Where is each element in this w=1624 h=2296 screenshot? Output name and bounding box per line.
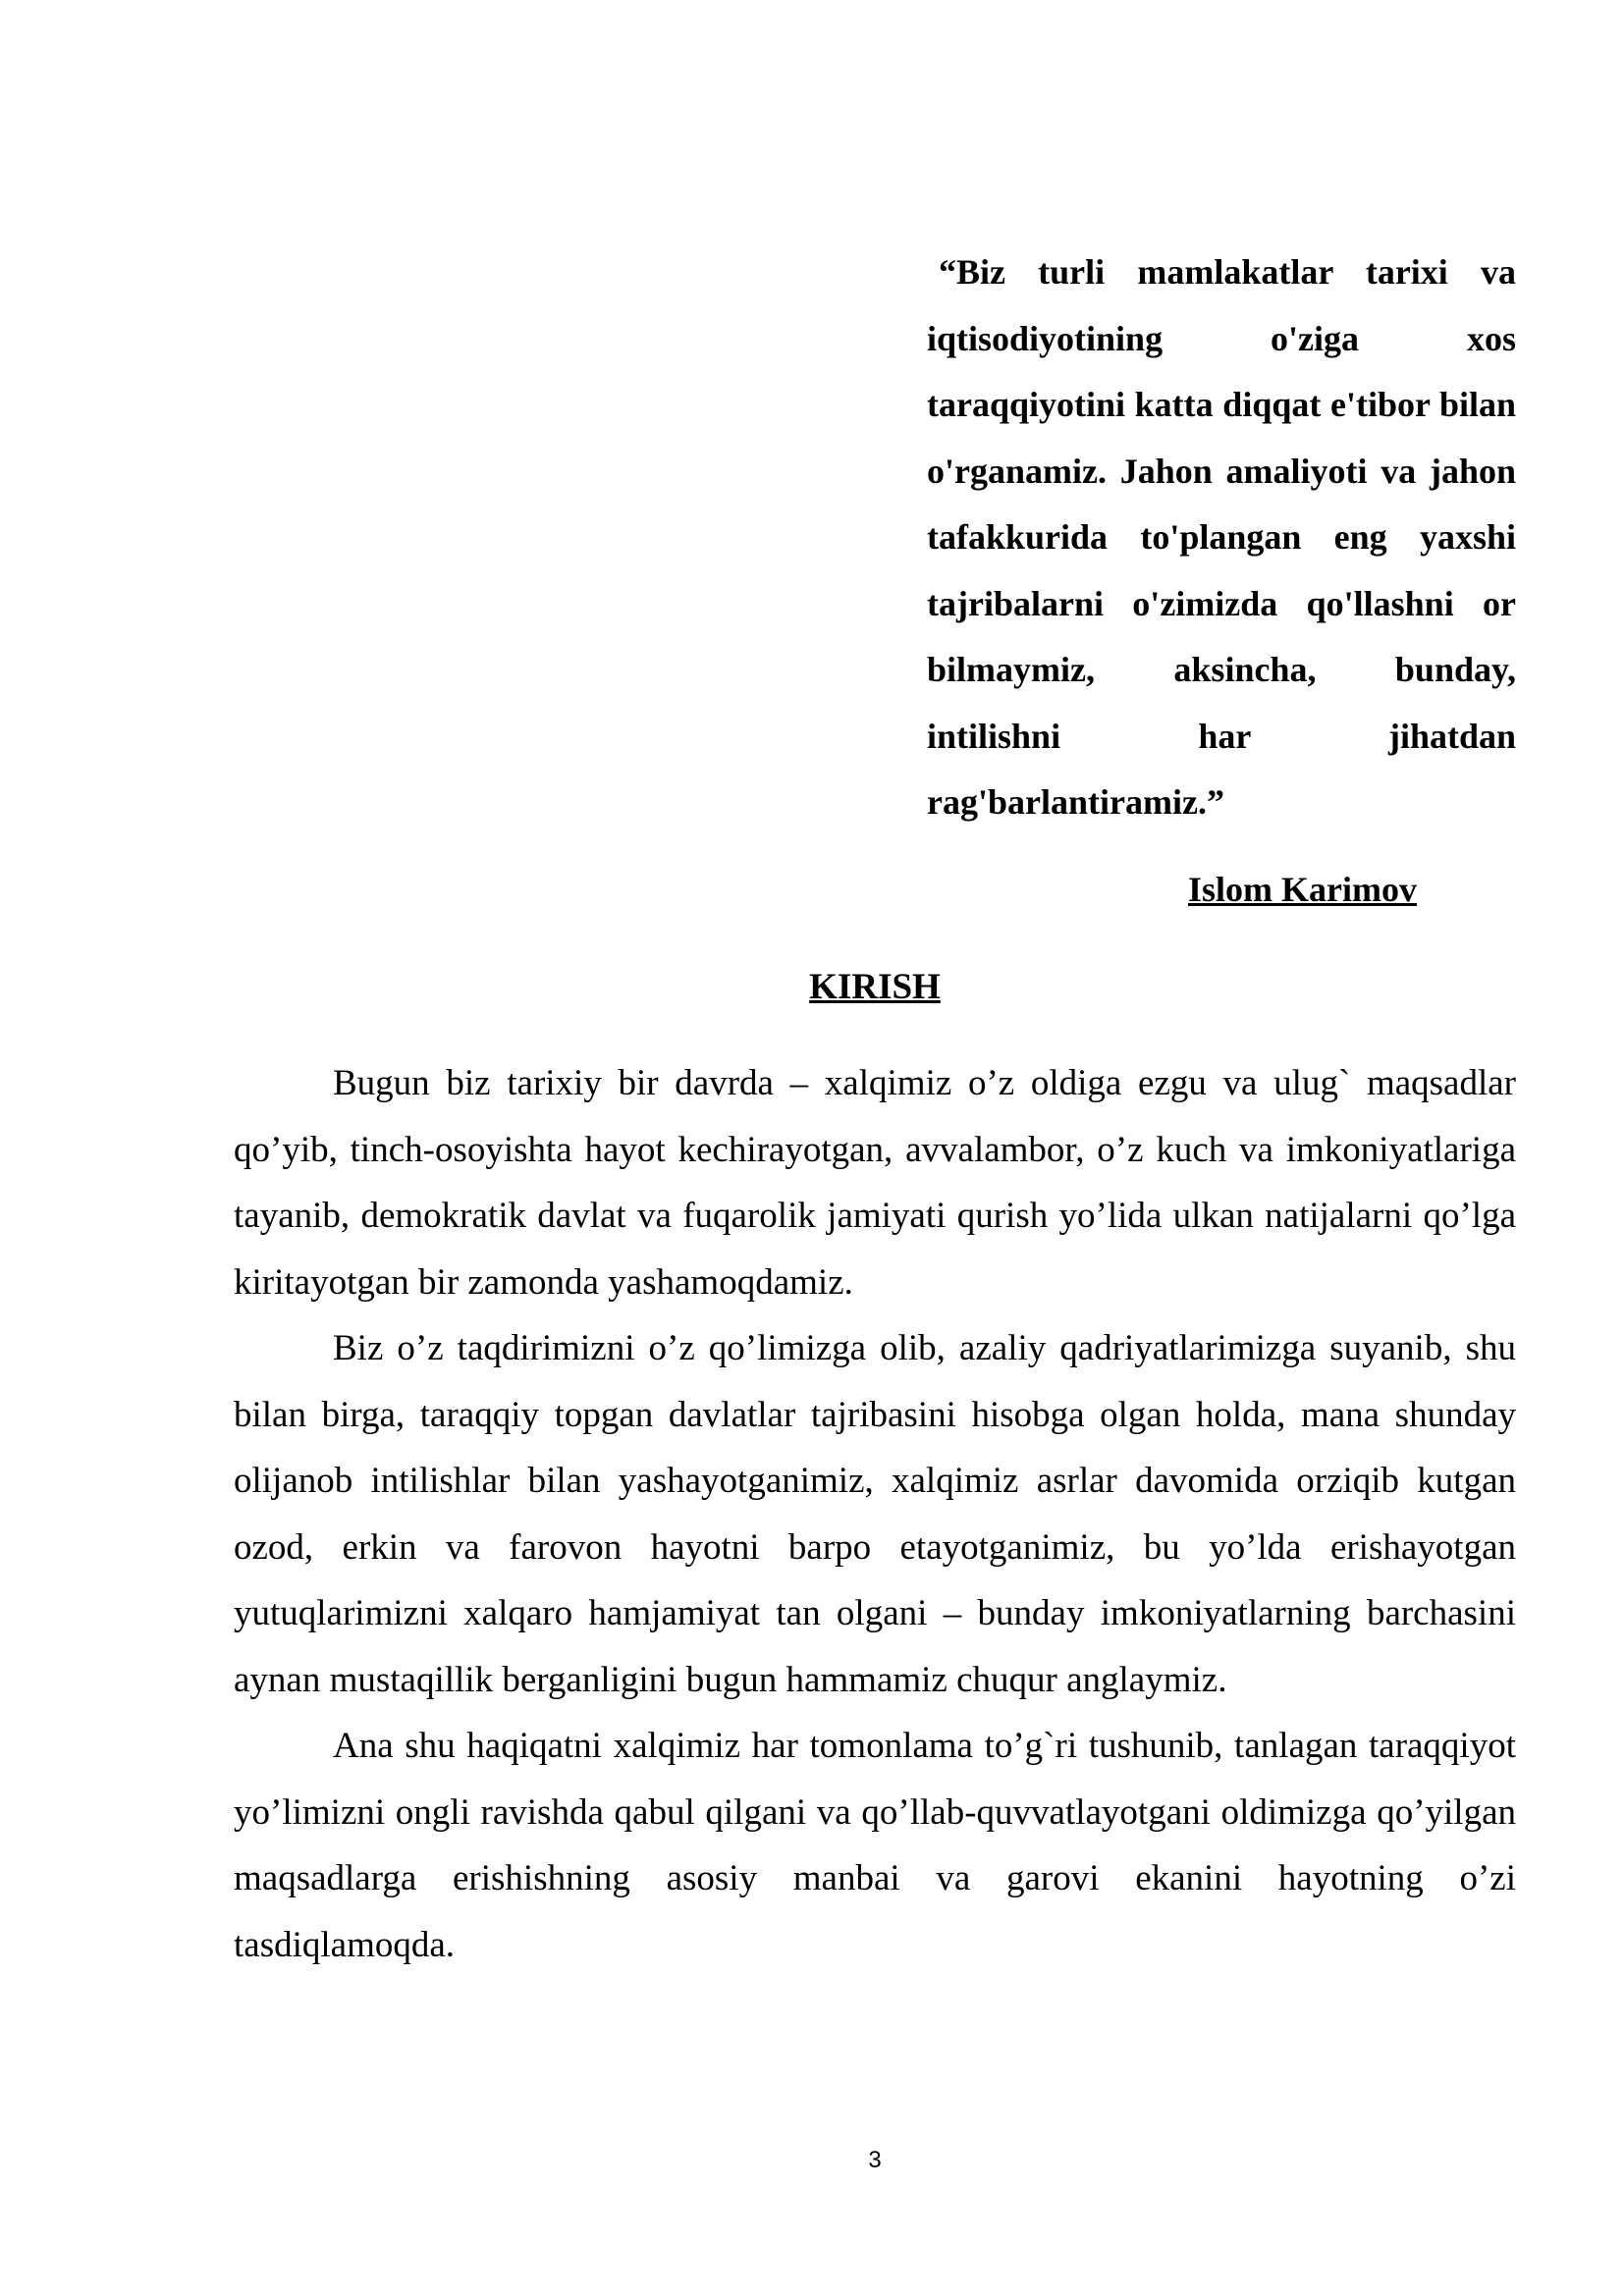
epigraph-quote: “Biz turli mamlakatlar tarixi va iqtisodiyotining o'ziga xos taraqqiyotini katta diqqat e'tibor bilan o'rganamiz. Jahon amaliyoti va jahon tafakkurida to'plangan eng yaxshi tajribalarni o'zimizda qo'llashni or bilmaymiz, aksincha, bunday, intilishni har jihatdan rag'barlantiramiz.”: [927, 252, 1516, 822]
paragraph-1: Bugun biz tarixiy bir davrda – xalqimiz o’z oldiga ezgu va ulug` maqsadlar qo’yib, tinch-osoyishta hayot kechirayotgan, avvalambor, o’z kuch va imkoniyatlariga tayanib, demokratik davlat va fuqarolik jamiyati qurish yo’lida ulkan natijalarni qo’lga kiritayotgan bir zamonda yashamoqdamiz.: [234, 1063, 1516, 1303]
body-text: [234, 1050, 1516, 1978]
section-heading: KIRISH: [809, 967, 941, 1007]
epigraph-author: Islom Karimov: [1188, 870, 1417, 909]
page-number: 3: [868, 2147, 882, 2173]
paragraph-3: Ana shu haqiqatni xalqimiz har tomonlama to’g`ri tushunib, tanlagan taraqqiyot yo’limizni ongli ravishda qabul qilgani va qo’llab-quvvatlayotgani oldimizga qo’yilgan maqsadlarga erishishning asosiy manbai va garovi ekanini hayotning o’zi tasdiqlamoqda.: [234, 1726, 1516, 1965]
paragraph-2: Biz o’z taqdirimizni o’z qo’limizga olib, azaliy qadriyatlarimizga suyanib, shu bilan birga, taraqqiy topgan davlatlar tajribasini hisobga olgan holda, mana shunday olijanob intilishlar bilan yashayotganimiz, xalqimiz asrlar davomida orziqib kutgan ozod, erkin va farovon hayotni barpo etayotganimiz, bu yo’lda erishayotgan yutuqlarimizni xalqaro hamjamiyat tan olgani – bunday imkoniyatlarning barchasini aynan mustaqillik berganligini bugun hammamiz chuqur anglaymiz.: [234, 1328, 1516, 1700]
